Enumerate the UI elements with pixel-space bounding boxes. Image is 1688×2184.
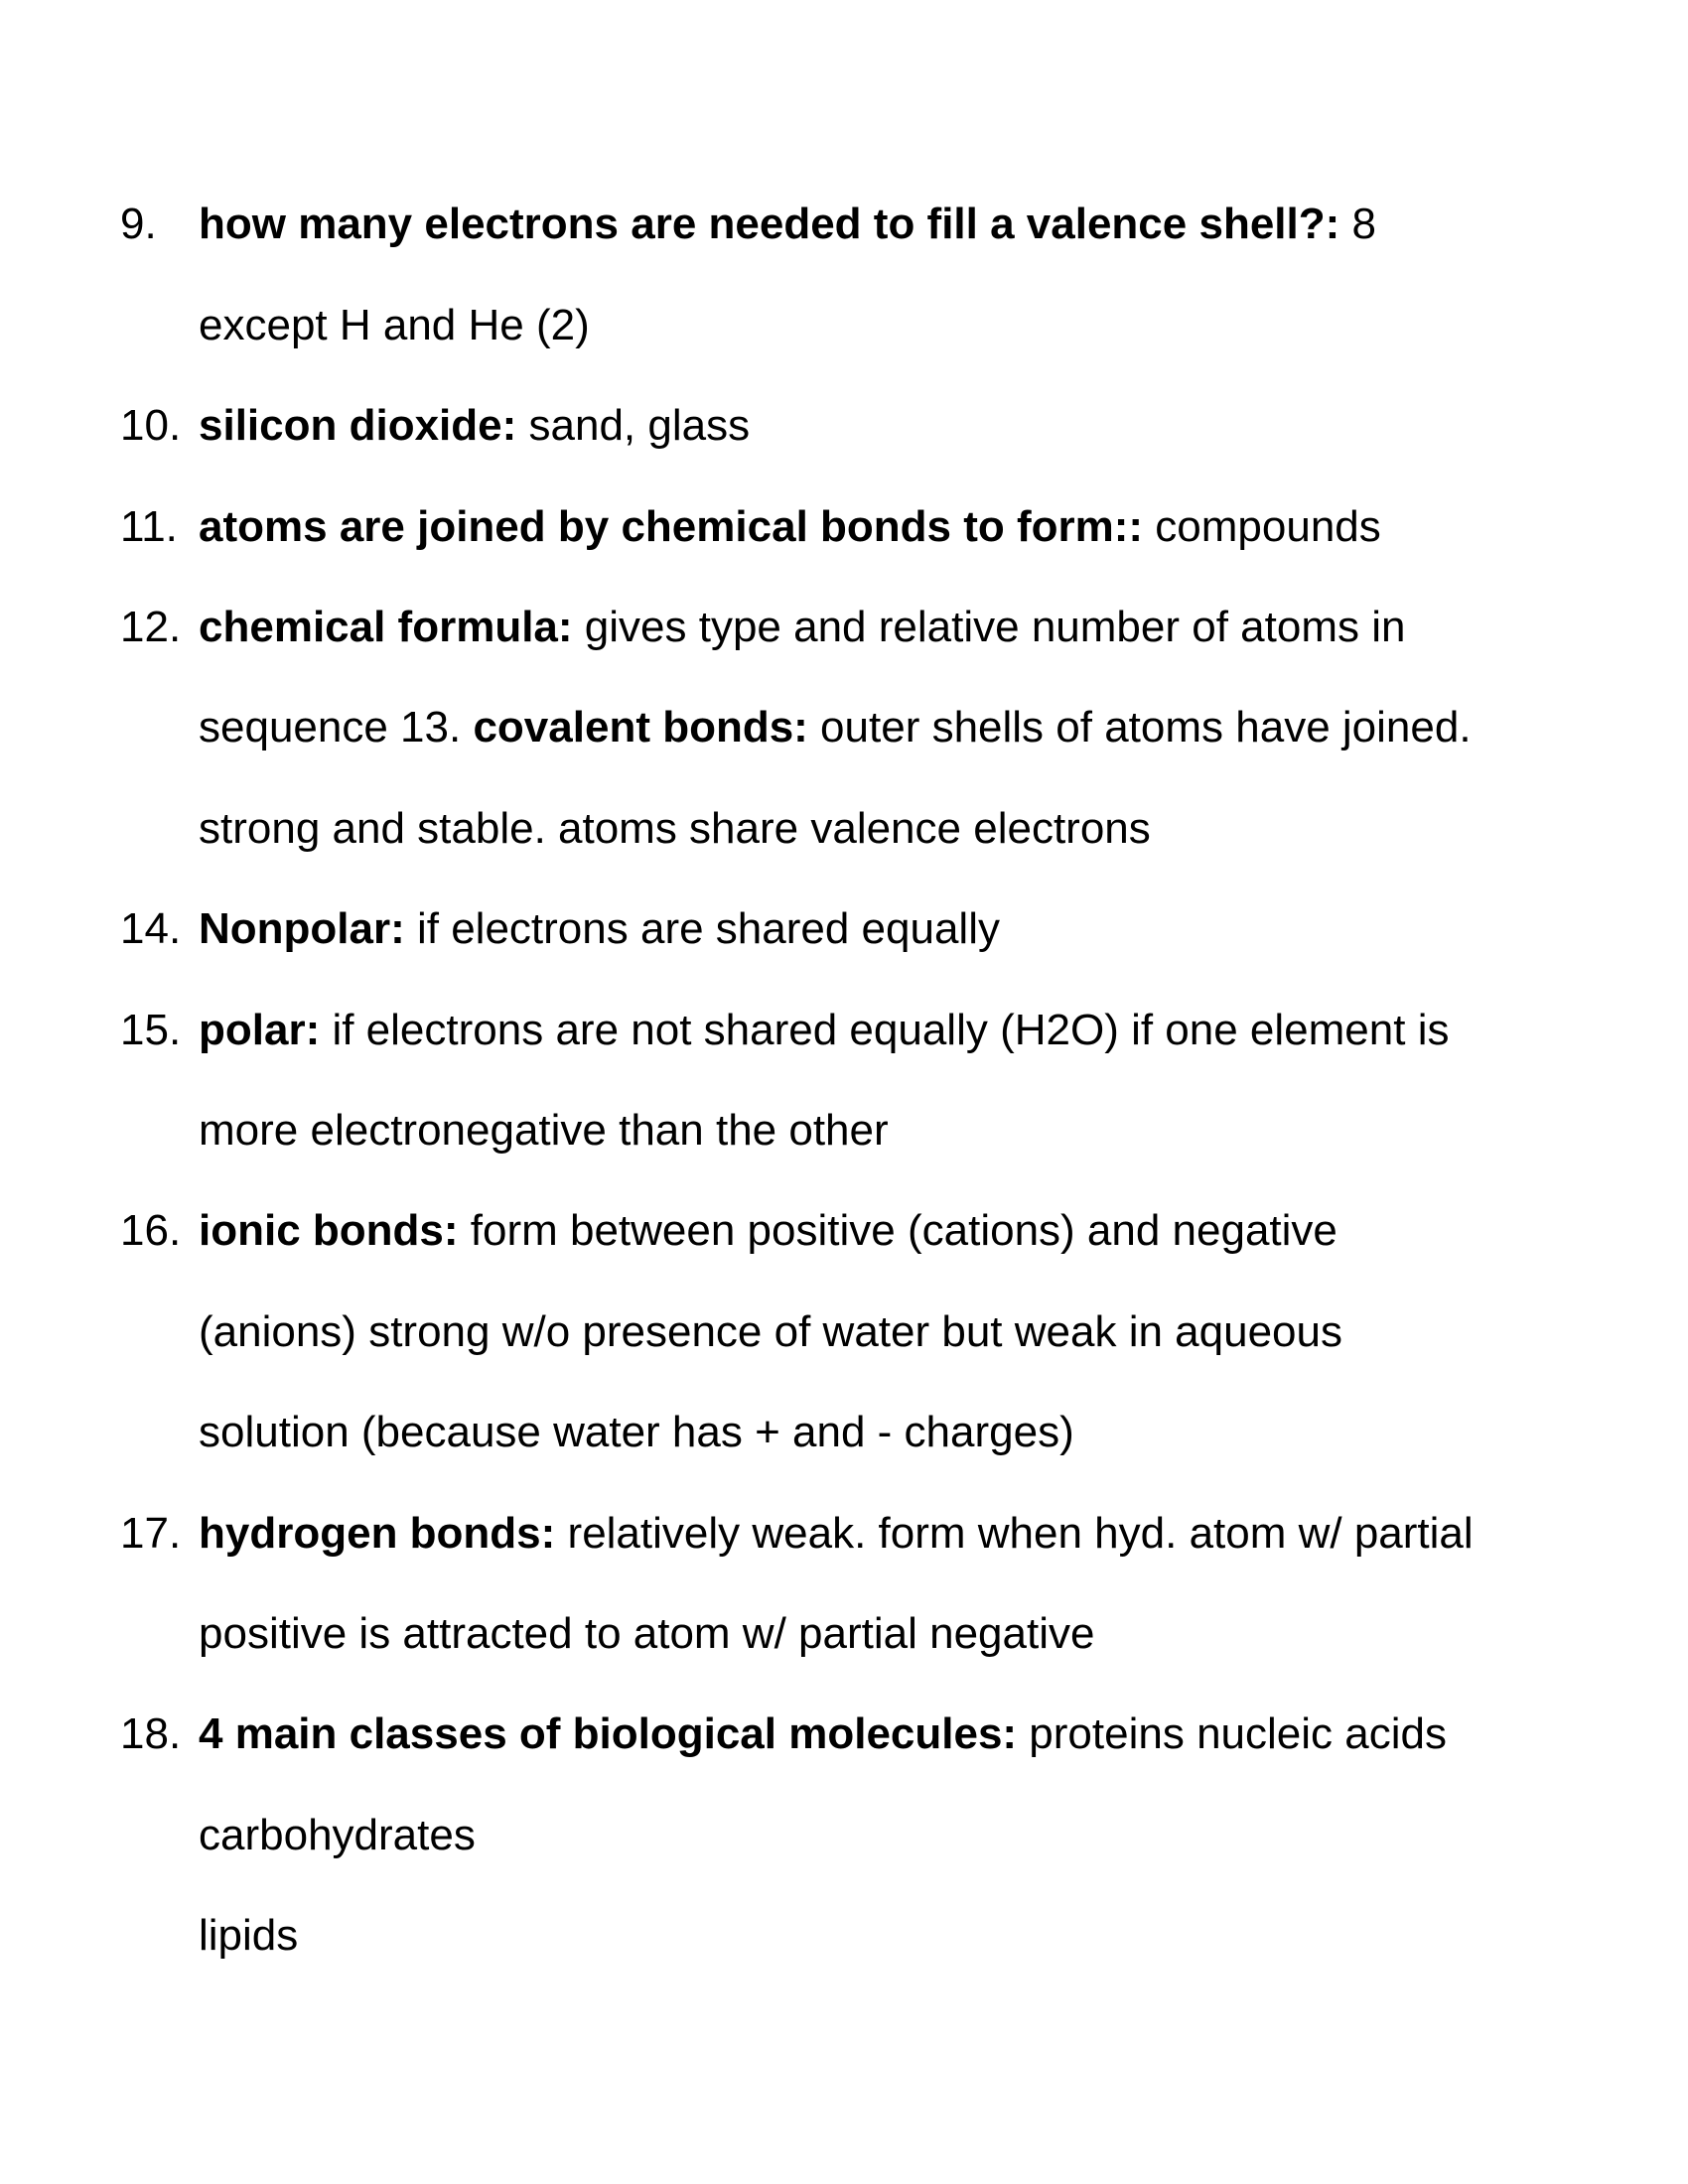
list-item-16 (120, 1205, 1337, 1257)
item-number: 11. (120, 502, 178, 551)
item-continuation: positive is attracted to atom w/ partial negative (199, 1609, 1095, 1658)
item-continuation: except H and He (2) (199, 301, 590, 349)
item-number: 14. (120, 904, 182, 953)
list-item-13 (199, 702, 1472, 753)
item-term: Nonpolar: (199, 904, 405, 953)
item-definition: outer shells of atoms have joined. (807, 703, 1472, 751)
list-item-17 (120, 1508, 1474, 1560)
item-term: chemical formula: (199, 603, 573, 651)
list-item-10 (120, 400, 751, 452)
item-term: covalent bonds: (473, 703, 808, 751)
item-inline-prefix: sequence 13. (199, 703, 474, 751)
list-item-11 (120, 501, 1381, 553)
list-item-9 (120, 199, 1376, 250)
item-number: 9. (120, 200, 157, 248)
item-number: 16. (120, 1206, 182, 1255)
list-item-14 (120, 903, 1000, 955)
item-definition: sand, glass (516, 401, 751, 450)
item-definition: if electrons are not shared equally (H2O) if one element is (320, 1006, 1450, 1054)
list-item-15 (120, 1005, 1450, 1056)
item-definition: form between positive (cations) and negative (458, 1206, 1337, 1255)
item-term: polar: (199, 1006, 321, 1054)
list-item-18 (120, 1708, 1447, 1760)
item-term: silicon dioxide: (199, 401, 517, 450)
item-term: how many electrons are needed to fill a valence shell?: (199, 200, 1340, 248)
item-number: 10. (120, 401, 182, 450)
item-definition: compounds (1143, 502, 1381, 551)
item-definition: proteins nucleic acids (1017, 1709, 1447, 1758)
item-definition: gives type and relative number of atoms in (572, 603, 1406, 651)
item-term: atoms are joined by chemical bonds to form:: (199, 502, 1144, 551)
item-term: hydrogen bonds: (199, 1509, 556, 1558)
item-number: 15. (120, 1006, 182, 1054)
item-definition: if electrons are shared equally (404, 904, 1000, 953)
item-continuation: more electronegative than the other (199, 1106, 889, 1155)
item-number: 17. (120, 1509, 182, 1558)
list-item-12 (120, 602, 1406, 653)
item-definition: 8 (1339, 200, 1376, 248)
item-continuation: (anions) strong w/o presence of water but weak in aqueous (199, 1307, 1342, 1356)
item-continuation: strong and stable. atoms share valence electrons (199, 804, 1151, 853)
item-continuation: lipids (199, 1911, 299, 1960)
item-number: 18. (120, 1709, 182, 1758)
item-term: ionic bonds: (199, 1206, 459, 1255)
item-term: 4 main classes of biological molecules: (199, 1709, 1018, 1758)
item-continuation: solution (because water has + and - charges) (199, 1408, 1074, 1456)
item-number: 12. (120, 603, 182, 651)
item-definition: relatively weak. form when hyd. atom w/ partial (555, 1509, 1474, 1558)
item-continuation: carbohydrates (199, 1811, 476, 1859)
